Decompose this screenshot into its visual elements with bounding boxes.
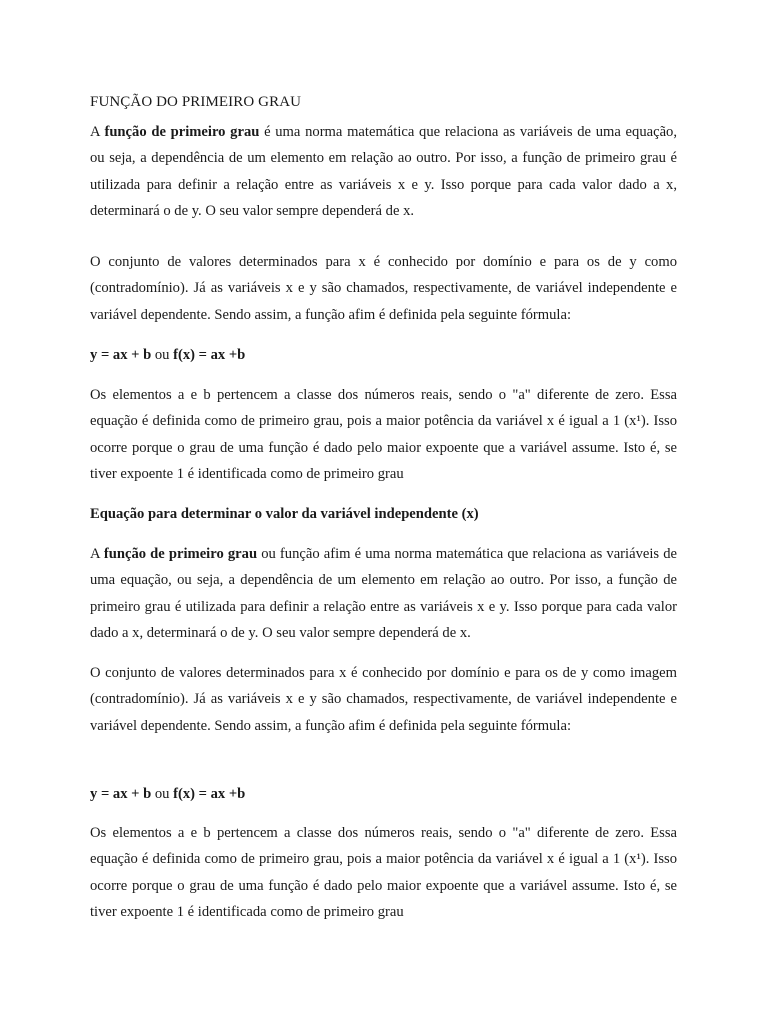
paragraph-affine-text: ou função afim é uma norma matemática que relaciona as variáveis de uma equação, ou seja, a dependência de um elemento em relação ao outro. Por isso, a função de primeiro grau é utilizada para definir a relação entre as variáveis x e y. Isso porque para cada valor dado a x, determinará o de y. O seu valor sempre dependerá de x. (90, 546, 677, 641)
paragraph-domain: O conjunto de valores determinados para x é conhecido por domínio e para os de y como (contradomínio). Já as variáveis x e y são chamados, respectivamente, de variável independente e variável dependente. Sendo assim, a função afim é definida pela seguinte fórmula: (90, 254, 677, 323)
paragraph-affine-lead: A (90, 546, 104, 562)
section-subheading: Equação para determinar o valor da variável independente (x) (90, 506, 479, 522)
paragraph-affine-bold-term: função de primeiro grau (103, 546, 258, 562)
formula-2-right: f(x) = ax +b (173, 786, 246, 802)
paragraph-intro-bold-term: função de primeiro grau (104, 124, 260, 140)
paragraph-intro (90, 119, 677, 224)
paragraph-image: O conjunto de valores determinados para x é conhecido por domínio e para os de y como imagem (contradomínio). Já as variáveis x e y são chamados, respectivamente, de variável independente e variável dependente. Sendo assim, a função afim é definida pela seguinte fórmula: (90, 665, 677, 734)
paragraph-affine (90, 541, 677, 646)
paragraph-elements-repeat: Os elementos a e b pertencem a classe dos números reais, sendo o "a" diferente de zero. Essa equação é definida como de primeiro grau, pois a maior potência da variável x é igual a 1 (x¹). Isso ocorre porque o grau de uma função é dado pelo maior expoente que a variável assume. Isto é, se tiver expoente 1 é identificada como de primeiro grau (90, 825, 677, 920)
paragraph-intro-lead: A (90, 124, 105, 140)
formula-1 (90, 345, 245, 365)
paragraph-elements: Os elementos a e b pertencem a classe dos números reais, sendo o "a" diferente de zero. Essa equação é definida como de primeiro grau, pois a maior potência da variável x é igual a 1 (x¹). Isso ocorre porque o grau de uma função é dado pelo maior expoente que a variável assume. Isto é, se tiver expoente 1 é identificada como de primeiro grau (90, 387, 677, 482)
formula-1-left: y = ax + b (90, 347, 152, 363)
formula-2-left: y = ax + b (90, 786, 152, 802)
paragraph-intro-text: é uma norma matemática que relaciona as variáveis de uma equação, ou seja, a dependência de um elemento em relação ao outro. Por isso, a função de primeiro grau é utilizada para definir a relação entre as variáveis x e y. Isso porque para cada valor dado a x, determinará o de y. O seu valor sempre dependerá de x. (90, 124, 678, 219)
page-title: FUNÇÃO DO PRIMEIRO GRAU (90, 94, 302, 110)
formula-2 (90, 784, 245, 804)
formula-1-mid: ou (151, 347, 174, 363)
formula-2-mid: ou (151, 786, 174, 802)
formula-1-right: f(x) = ax +b (173, 347, 246, 363)
